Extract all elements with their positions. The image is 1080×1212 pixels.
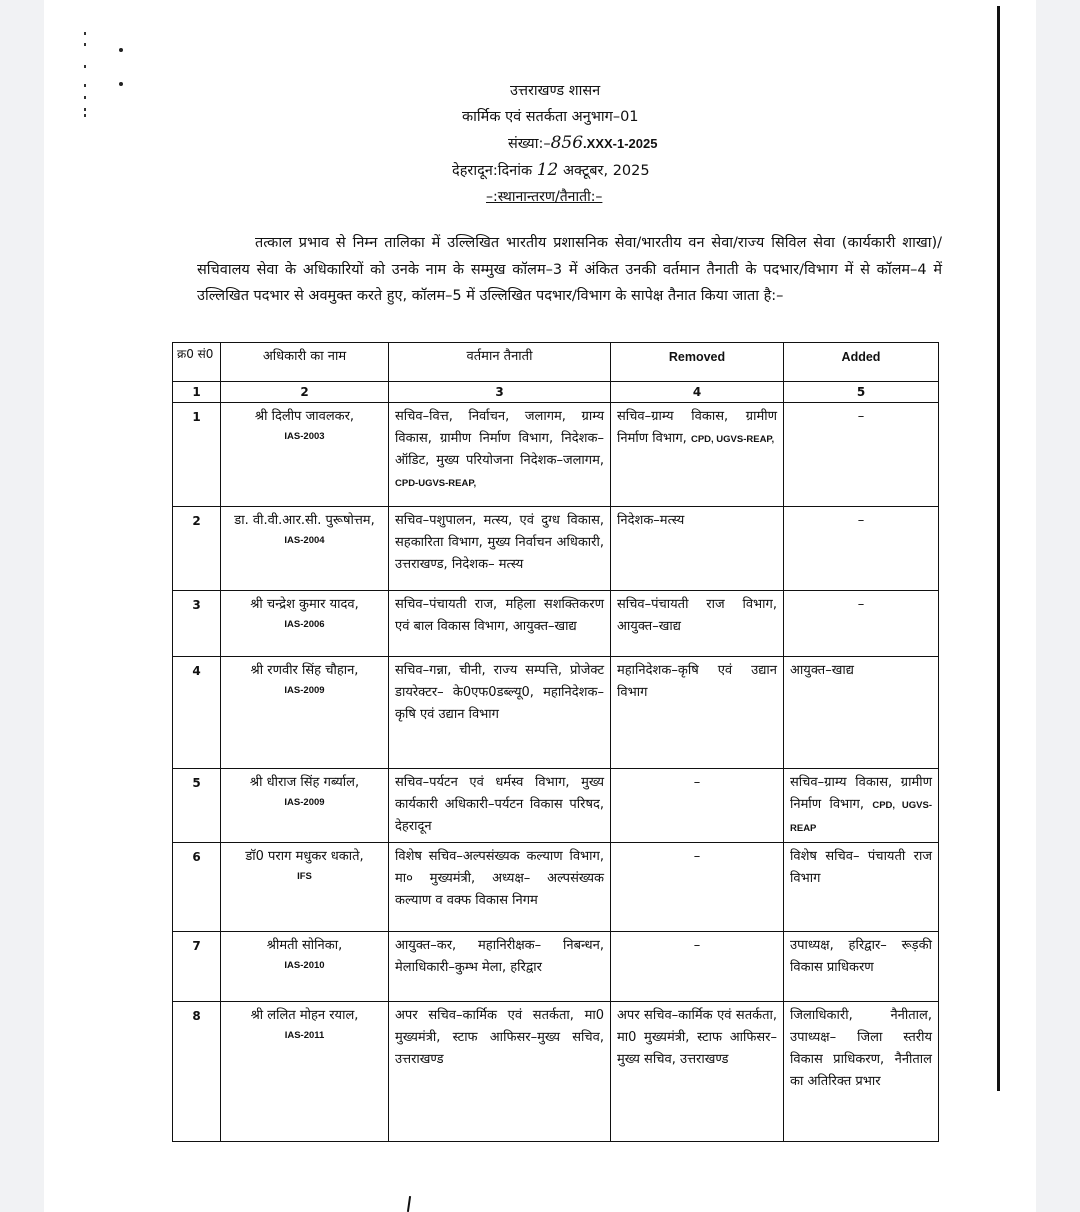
- officer-cadre: IAS-2006: [284, 619, 325, 630]
- table-row: [173, 403, 939, 507]
- officer-name: श्री चन्द्रेश कुमार यादव,: [250, 597, 359, 612]
- current-posting-code: CPD-UGVS-REAP,: [395, 478, 477, 489]
- serial-number: 5: [192, 776, 201, 790]
- officer-cadre: IAS-2004: [284, 535, 325, 546]
- order-date: [400, 157, 800, 184]
- order-number: [400, 130, 800, 157]
- serial-number-cell: [173, 843, 221, 932]
- serial-number: 4: [192, 664, 201, 678]
- officer-name-cell: [221, 1002, 389, 1142]
- header-removed: Removed: [611, 343, 784, 382]
- removed-cell: [611, 769, 784, 843]
- table-body: [173, 403, 939, 1142]
- header-name: अधिकारी का नाम: [221, 343, 389, 382]
- removed-posting: सचिव–पंचायती राज विभाग, आयुक्त–खाद्य: [617, 597, 777, 634]
- officer-name-cell: [221, 507, 389, 591]
- current-posting-cell: [389, 403, 611, 507]
- added-posting: जिलाधिकारी, नैनीताल, उपाध्यक्ष– जिला स्तरीय विकास प्राधिकरण, नैनीताल का अतिरिक्त प्रभार: [790, 1008, 932, 1089]
- margin-mark: [84, 96, 86, 99]
- transfer-table: [172, 342, 939, 1142]
- column-number: 2: [221, 382, 389, 403]
- table-row: [173, 932, 939, 1002]
- officer-name: श्री धीराज सिंह गर्ब्याल,: [249, 775, 360, 790]
- added-cell: [784, 1002, 939, 1142]
- serial-number: 7: [192, 939, 201, 953]
- removed-posting: अपर सचिव–कार्मिक एवं सतर्कता, मा0 मुख्यमंत्री, स्टाफ आफिसर–मुख्य सचिव, उत्तराखण्ड: [617, 1008, 777, 1067]
- order-paragraph: तत्काल प्रभाव से निम्न तालिका में उल्लिखित भारतीय प्रशासनिक सेवा/भारतीय वन सेवा/राज्य सिविल सेवा (कार्यकारी शाखा)/सचिवालय सेवा के अधिकारियों को उनके नाम के सम्मुख कॉलम–3 में अंकित उनकी वर्तमान तैनाती के पदभार/विभाग में से कॉलम–4 में उल्लिखित पदभार से अवमुक्त करते हुए, कॉलम–5 में उल्लिखित पदभार/विभाग के सापेक्ष तैनात किया जाता है:–: [197, 235, 942, 304]
- serial-number-cell: [173, 932, 221, 1002]
- table-row: [173, 657, 939, 769]
- department-name: कार्मिक एवं सतर्कता अनुभाग–01: [462, 109, 639, 125]
- margin-mark: [84, 114, 86, 117]
- serial-number-cell: [173, 403, 221, 507]
- added-cell: [784, 591, 939, 657]
- current-posting-cell: [389, 1002, 611, 1142]
- column-number: 3: [389, 382, 611, 403]
- table-row: [173, 591, 939, 657]
- number-suffix: .XXX-1-2025: [583, 136, 658, 151]
- added-cell: [784, 769, 939, 843]
- officer-cadre: IAS-2009: [284, 797, 325, 808]
- current-posting: सचिव–पंचायती राज, महिला सशक्तिकरण एवं बाल विकास विभाग, आयुक्त–खाद्य: [395, 597, 604, 634]
- officer-cadre: IAS-2009: [284, 685, 325, 696]
- added-posting: आयुक्त–खाद्य: [790, 663, 854, 678]
- margin-mark: [84, 43, 86, 46]
- removed-cell: [611, 403, 784, 507]
- date-prefix: देहरादून:दिनांक: [452, 163, 533, 179]
- added-posting: –: [857, 597, 865, 612]
- officer-name: श्री दिलीप जावलकर,: [254, 409, 355, 424]
- officer-name-cell: [221, 657, 389, 769]
- removed-cell: [611, 507, 784, 591]
- removed-posting: –: [693, 775, 701, 790]
- serial-number-cell: [173, 507, 221, 591]
- removed-posting: सचिव–ग्राम्य विकास, ग्रामीण निर्माण विभाग,: [617, 409, 777, 446]
- serial-number: 1: [192, 410, 201, 424]
- column-number: 4: [611, 382, 784, 403]
- column-number: 5: [784, 382, 939, 403]
- officer-name-cell: [221, 932, 389, 1002]
- removed-cell: [611, 657, 784, 769]
- added-cell: [784, 657, 939, 769]
- added-posting: उपाध्यक्ष, हरिद्वार– रूड़की विकास प्राधिकरण: [790, 938, 932, 975]
- header-added: Added: [784, 343, 939, 382]
- table-row: [173, 1002, 939, 1142]
- added-cell: [784, 403, 939, 507]
- current-posting: सचिव–पर्यटन एवं धर्मस्व विभाग, मुख्य कार्यकारी अधिकारी–पर्यटन विकास परिषद, देहरादून: [395, 775, 604, 834]
- current-posting: विशेष सचिव–अल्पसंख्यक कल्याण विभाग, मा० मुख्यमंत्री, अध्यक्ष– अल्पसंख्यक कल्याण व वक्फ विकास निगम: [395, 849, 604, 908]
- current-posting-cell: [389, 932, 611, 1002]
- removed-cell: [611, 1002, 784, 1142]
- officer-name: श्री रणवीर सिंह चौहान,: [250, 663, 359, 678]
- officer-cadre: IAS-2003: [284, 431, 325, 442]
- table-header-row: [173, 343, 939, 382]
- current-posting-cell: [389, 657, 611, 769]
- added-posting: –: [857, 513, 865, 528]
- removed-posting: –: [693, 938, 701, 953]
- officer-cadre: IAS-2011: [284, 1030, 325, 1041]
- date-suffix: अक्टूबर, 2025: [562, 163, 650, 179]
- current-posting: आयुक्त–कर, महानिरीक्षक– निबन्धन, मेलाधिकारी–कुम्भ मेला, हरिद्वार: [395, 938, 604, 975]
- header-sno: क्र0 सं0: [173, 343, 221, 382]
- margin-mark: [84, 84, 86, 87]
- officer-cadre: IAS-2010: [284, 960, 325, 971]
- officer-name: श्रीमती सोनिका,: [266, 938, 343, 953]
- serial-number: 2: [192, 514, 201, 528]
- added-cell: [784, 507, 939, 591]
- margin-mark: [84, 65, 86, 68]
- added-cell: [784, 932, 939, 1002]
- officer-name: डा. वी.वी.आर.सी. पुरूषोत्तम,: [234, 513, 375, 528]
- handwritten-number: 856: [550, 133, 584, 153]
- officer-name-cell: [221, 591, 389, 657]
- current-posting-cell: [389, 591, 611, 657]
- removed-posting: –: [693, 849, 701, 864]
- column-number-row: [173, 382, 939, 403]
- removed-cell: [611, 932, 784, 1002]
- number-prefix: संख्या:–: [508, 136, 551, 152]
- removed-posting: निदेशक–मत्स्य: [617, 513, 685, 528]
- added-posting: सचिव–ग्राम्य विकास, ग्रामीण निर्माण विभाग,: [790, 775, 932, 812]
- serial-number-cell: [173, 591, 221, 657]
- serial-number-cell: [173, 657, 221, 769]
- current-posting: सचिव–गन्ना, चीनी, राज्य सम्पत्ति, प्रोजेक्ट डायरेक्टर– के0एफ0डब्ल्यू0, महानिदेशक–कृषि एवं उद्यान विभाग: [395, 663, 604, 722]
- officer-name-cell: [221, 843, 389, 932]
- current-posting-cell: [389, 843, 611, 932]
- serial-number: 6: [192, 850, 201, 864]
- added-cell: [784, 843, 939, 932]
- table-row: [173, 507, 939, 591]
- margin-mark: [84, 32, 86, 35]
- removed-cell: [611, 591, 784, 657]
- table-row: [173, 769, 939, 843]
- serial-number-cell: [173, 769, 221, 843]
- scan-speck: [119, 48, 123, 52]
- column-number: 1: [173, 382, 221, 403]
- serial-number: 3: [192, 598, 201, 612]
- current-posting: अपर सचिव–कार्मिक एवं सतर्कता, मा0 मुख्यमंत्री, स्टाफ आफिसर–मुख्य सचिव, उत्तराखण्ड: [395, 1008, 604, 1067]
- removed-cell: [611, 843, 784, 932]
- added-posting: विशेष सचिव– पंचायती राज विभाग: [790, 849, 932, 886]
- added-posting-code: CPD, UGVS-REAP: [790, 800, 932, 834]
- current-posting: सचिव–वित्त, निर्वाचन, जलागम, ग्राम्य विकास, ग्रामीण निर्माण विभाग, निदेशक–ऑडिट, मुख्य परियोजना निदेशक–जलागम,: [395, 409, 604, 468]
- current-posting: सचिव–पशुपालन, मत्स्य, एवं दुग्ध विकास, सहकारिता विभाग, मुख्य निर्वाचन अधिकारी, उत्तराखण्ड, निदेशक– मत्स्य: [395, 513, 604, 572]
- current-posting-cell: [389, 769, 611, 843]
- officer-name: डॉ0 पराग मधुकर धकाते,: [245, 849, 364, 864]
- table-row: [173, 843, 939, 932]
- scan-edge-line: [997, 6, 1000, 1091]
- handwritten-date: 12: [536, 160, 559, 180]
- serial-number: 8: [192, 1009, 201, 1023]
- margin-mark: [84, 108, 86, 111]
- serial-number-cell: [173, 1002, 221, 1142]
- removed-posting: महानिदेशक–कृषि एवं उद्यान विभाग: [617, 663, 777, 700]
- officer-name-cell: [221, 769, 389, 843]
- removed-posting-code: CPD, UGVS-REAP,: [690, 434, 775, 445]
- officer-name: श्री ललित मोहन रयाल,: [250, 1008, 359, 1023]
- header-current: वर्तमान तैनाती: [389, 343, 611, 382]
- current-posting-cell: [389, 507, 611, 591]
- government-name: उत्तराखण्ड शासन: [510, 83, 601, 99]
- order-subject: –:स्थानान्तरण/तैनाती:–: [486, 189, 603, 205]
- officer-name-cell: [221, 403, 389, 507]
- added-posting: –: [857, 409, 865, 424]
- officer-cadre: IFS: [297, 871, 312, 882]
- scan-speck: [119, 82, 123, 86]
- letter-header: [400, 78, 800, 210]
